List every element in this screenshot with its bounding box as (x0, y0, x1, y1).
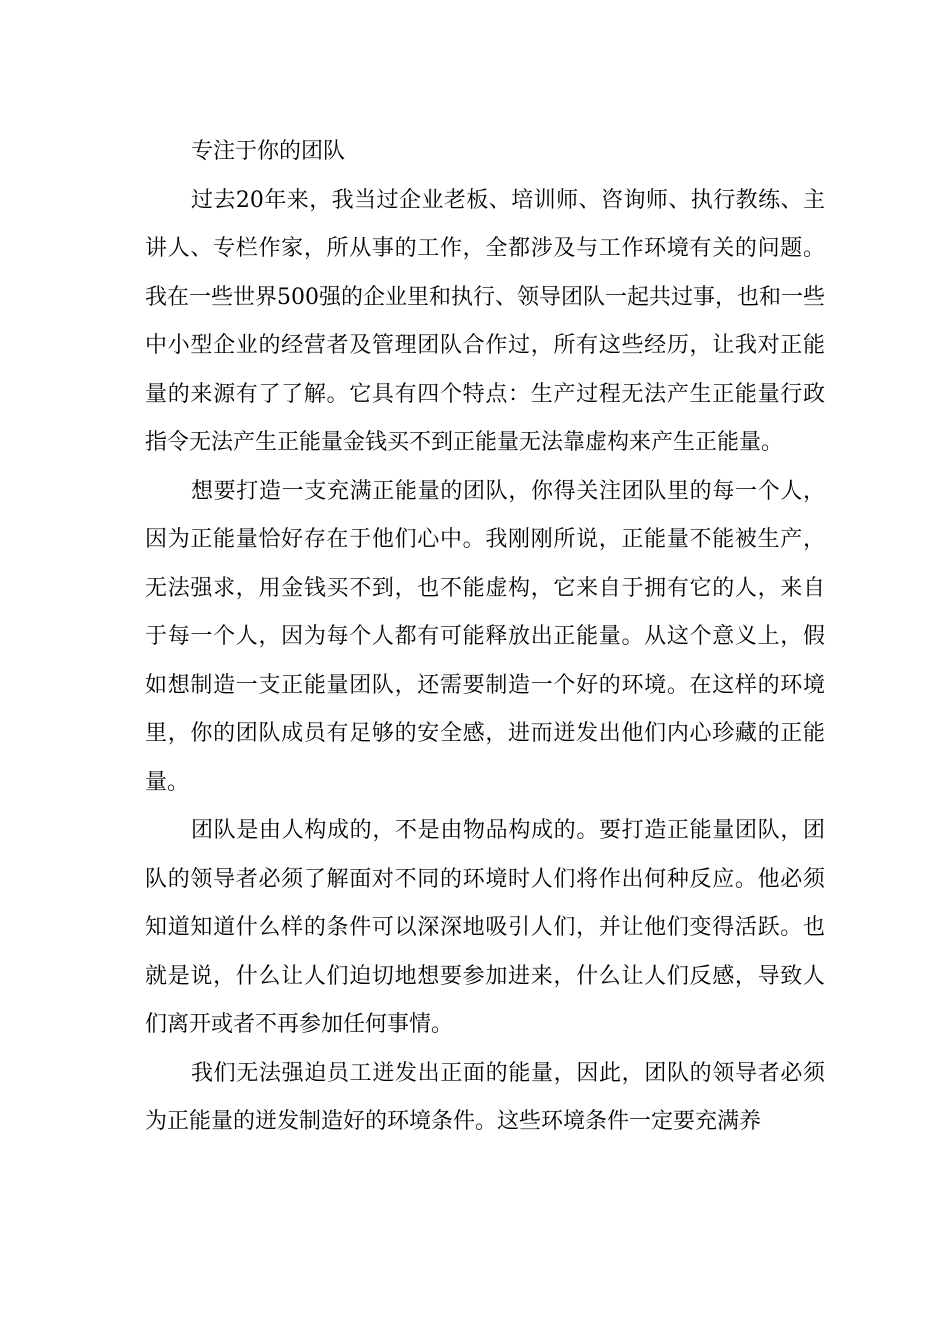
document-title: 专注于你的团队 (191, 139, 346, 164)
document-body (145, 128, 825, 1147)
paragraph-4: 我们无法强迫员工迸发出正面的能量，因此，团队的领导者必须为正能量的迸发制造好的环境条件。这些环境条件一定要充满养 (145, 1060, 825, 1134)
paragraph-3: 团队是由人构成的，不是由物品构成的。要打造正能量团队，团队的领导者必须了解面对不同的环境时人们将作出何种反应。他必须知道知道什么样的条件可以深深地吸引人们，并让他们变得活跃。也就是说，什么让人们迫切地想要参加进来，什么让人们反感，导致人们离开或者不再参加任何事情。 (145, 818, 825, 1037)
paragraph-1: 过去20年来，我当过企业老板、培训师、咨询师、执行教练、主讲人、专栏作家，所从事的工作，全都涉及与工作环境有关的问题。我在一些世界500强的企业里和执行、领导团队一起共过事，也和一些中小型企业的经营者及管理团队合作过，所有这些经历，让我对正能量的来源有了了解。它具有四个特点：生产过程无法产生正能量行政指令无法产生正能量金钱买不到正能量无法靠虚构来产生正能量。 (145, 187, 825, 455)
paragraph-2: 想要打造一支充满正能量的团队，你得关注团队里的每一个人，因为正能量恰好存在于他们心中。我刚刚所说，正能量不能被生产，无法强求，用金钱买不到，也不能虚构，它来自于拥有它的人，来自于每一个人，因为每个人都有可能释放出正能量。从这个意义上，假如想制造一支正能量团队，还需要制造一个好的环境。在这样的环境里，你的团队成员有足够的安全感，进而迸发出他们内心珍藏的正能量。 (145, 478, 825, 795)
